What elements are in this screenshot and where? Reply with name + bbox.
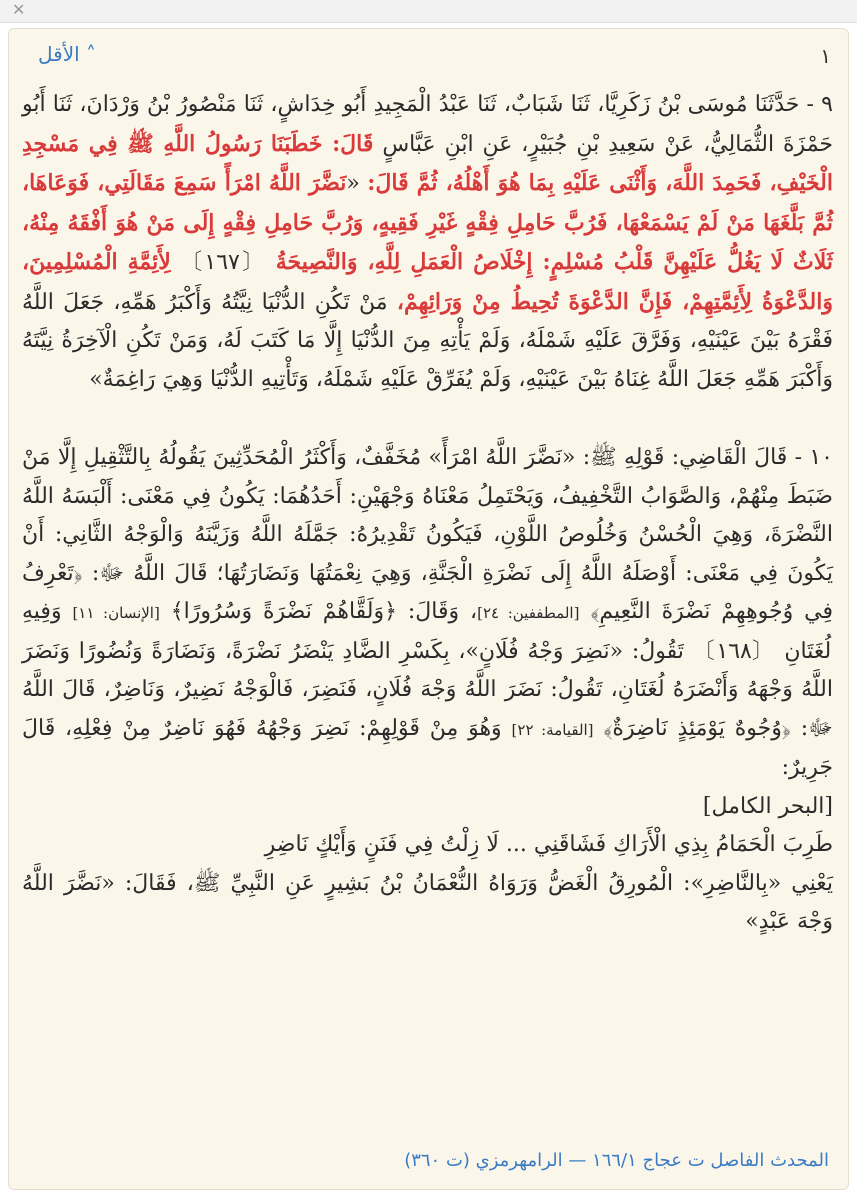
- quote-open: «: [346, 171, 368, 196]
- hadith-9: [22, 86, 833, 399]
- poetry-verse: طَرِبَ الْحَمَامُ بِذِي الْأَرَاكِ فَشَاقَنِي ... لَا زِلْتُ فِي فَنَنٍ وَأَيْكٍ نَاضِرِ: [264, 832, 833, 857]
- passage-number: ١: [820, 44, 831, 68]
- commentary-text: وَفِيهِ لُغَتَانِ 〔١٦٨〕 تَقُولُ: «نَضِرَ وَجْهُ فُلَانٍ»، بِكَسْرِ الضَّادِ يَنْضَرُ نَضْرَةً، وَنَضَارَةً وَنُضُورًا وَنَضَرَ اللَّهُ وَجْهَهُ وَأَنْضَرَهُ لُغَتَانِ، تَقُولُ: نَضَرَ اللَّهُ وَجْهَ فُلَانٍ، فَنَضِرَ، فَالْوَجْهُ نَضِيرٌ، وَنَاضِرٌ، قَالَ اللَّهُ ﷻ: ﴿وُجُوهٌ يَوْمَئِذٍ نَاضِرَةٌ﴾: [22, 599, 833, 741]
- commentary-10: [22, 439, 833, 788]
- quran-reference: [الإنسان: ١١]: [72, 604, 160, 622]
- close-icon[interactable]: ✕: [12, 0, 26, 19]
- commentary-text: ، وَقَالَ: ﴿وَلَقَّاهُمْ نَضْرَةً وَسُرُورًا﴾: [159, 599, 478, 624]
- hadith-continuation: مَنْ تَكُنِ الدُّنْيَا نِيَّتُهُ وَأَكْبَرُ هَمِّهِ، جَعَلَ اللَّهُ فَقْرَهُ بَيْنَ عَيْنَيْهِ، وَفَرَّقَ عَلَيْهِ شَمْلَهُ، وَلَمْ يَأْتِهِ مِنَ الدُّنْيَا إِلَّا مَا كَتَبَ لَهُ، وَمَنْ تَكُنِ الْآخِرَةُ نِيَّتَهُ وَأَكْبَرَ هَمِّهِ جَعَلَ اللَّهُ غِنَاهُ بَيْنَ عَيْنَيْهِ، وَلَمْ يُفَرِّقْ عَلَيْهِ شَمْلَهُ، وَتَأْتِيهِ الدُّنْيَا وَهِيَ رَاغِمَةٌ»: [22, 289, 833, 392]
- commentary-ending: يَعْنِي «بِالنَّاضِرِ»: الْمُورِقُ الْغَضُّ وَرَوَاهُ النُّعْمَانُ بْنُ بَشِيرٍ عَنِ النَّبِيِّ ﷺ، فَقَالَ: «نَضَّرَ اللَّهُ وَجْهَ عَبْدٍ»: [22, 870, 833, 934]
- show-less-button[interactable]: الأقل ˄: [38, 42, 97, 66]
- matn-text: نَضَّرَ اللَّهُ امْرَأً سَمِعَ مَقَالَتِي، فَوَعَاهَا، ثُمَّ بَلَّغَهَا مَنْ لَمْ يَسْمَعْهَا، فَرُبَّ حَامِلِ فِقْهٍ غَيْرِ فَقِيهٍ، وَرُبَّ حَامِلِ فِقْهٍ إِلَى مَنْ هُوَ أَفْقَهُ مِنْهُ، ثَلَاثٌ لَا يَغُلُّ عَلَيْهِنَّ قَلْبُ مُسْلِمٍ: إِخْلَاصُ الْعَمَلِ لِلَّهِ، وَالنَّصِيحَةُ: [22, 170, 833, 275]
- passage-text: [22, 86, 833, 942]
- poetry-meter: [البحر الكامل]: [702, 793, 833, 819]
- top-bar: [0, 0, 857, 23]
- passage-header: [0, 40, 857, 72]
- commentary-text: ١٠ - قَالَ الْقَاضِي: قَوْلِهِ ﷺ: «نَضَّرَ اللَّهُ امْرَأً» مُخَفَّفٌ، وَأَكْثَرُ الْمُحَدِّثِينَ يَقُولُهُ بِالتَّثْقِيلِ إِلَّا مَنْ ضَبَطَ مِنْهُمْ، وَالصَّوَابُ التَّخْفِيفُ، وَيَحْتَمِلُ مَعْنَاهُ وَجْهَيْنِ: أَحَدُهُمَا: يَكُونُ فِي مَعْنَى: أَلْبَسَهُ اللَّهُ النَّضْرَةَ، وَهِيَ الْحُسْنُ وَخُلُوصُ اللَّوْنِ، فَيَكُونُ تَقْدِيرُهُ: جَمَّلَهُ اللَّهُ وَزَيَّنَهُ وَالْوَجْهُ الثَّانِي: أَنْ يَكُونَ فِي مَعْنَى: أَوْصَلَهُ اللَّهُ إِلَى نَضْرَةِ الْجَنَّةِ، وَهِيَ نِعْمَتُهَا وَنَضَارَتُهَا؛ قَالَ اللَّهُ ﷻ: ﴿تَعْرِفُ فِي وُجُوهِهِمْ نَضْرَةَ النَّعِيمِ﴾: [22, 445, 833, 624]
- commentary-text: وَهُوَ مِنْ قَوْلِهِمْ: نَضِرَ وَجْهُهُ فَهُوَ نَاضِرٌ مِنْ فِعْلِهِ، قَالَ جَرِيرٌ:: [22, 715, 833, 780]
- quran-reference: [المطففين: ٢٤]: [477, 604, 580, 622]
- isnad-text: ٩ - حَدَّثَنَا مُوسَى بْنُ زَكَرِيَّا، ثَنَا شَبَابٌ، ثَنَا عَبْدُ الْمَجِيدِ أَبُو خِدَاشٍ، ثَنَا مَنْصُورُ بْنُ وَرْدَانَ، ثَنَا أَبُو حَمْزَةَ الثُّمَالِيُّ، عَنْ سَعِيدِ بْنِ جُبَيْرٍ، عَنِ ابْنِ عَبَّاسٍ: [22, 92, 834, 157]
- quran-reference: [القيامة: ٢٢]: [511, 720, 594, 739]
- matn-intro: قَالَ: خَطَبَنَا رَسُولُ اللَّهِ ﷺ فِي مَسْجِدِ الْخَيْفِ، فَحَمِدَ اللَّهَ، وَأَثْنَى عَلَيْهِ بِمَا هُوَ أَهْلُهُ، ثُمَّ قَالَ:: [22, 130, 833, 196]
- matn-text-continued: لِأَئِمَّةِ الْمُسْلِمِينَ، وَالدَّعْوَةُ لِأَئِمَّتِهِمْ، فَإِنَّ الدَّعْوَةَ تُحِيطُ مِنْ وَرَائِهِمْ،: [22, 249, 833, 315]
- paragraph-gap: [22, 399, 833, 439]
- page-marker: 〔١٦٧〕: [170, 250, 276, 275]
- source-citation-link[interactable]: المحدث الفاصل ت عجاج ١٦٦/١ — الرامهرمزي (ت ٣٦٠): [404, 1150, 829, 1171]
